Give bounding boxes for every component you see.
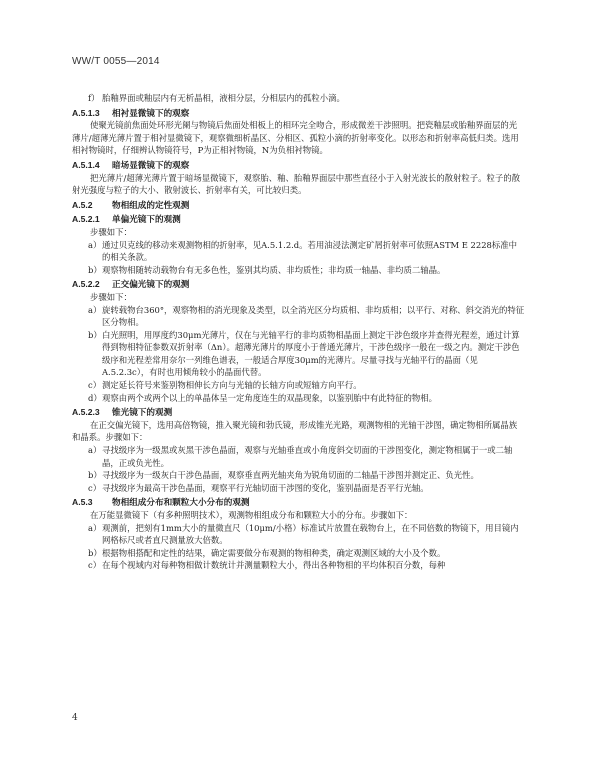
list-item-label: a） — [88, 304, 102, 315]
list-item-label: a） — [88, 239, 102, 250]
section-title: 物相组成分布和颗粒大小分布的观测 — [112, 497, 250, 508]
list-item-label: f） — [88, 93, 100, 103]
section-heading — [72, 159, 525, 172]
section-title: 锥光镜下的观测 — [112, 407, 173, 418]
page-number: 4 — [72, 713, 78, 723]
list-item — [72, 392, 525, 405]
list-item — [72, 304, 525, 329]
section-number: A.5.2.1 — [72, 214, 100, 225]
section-title: 相衬显微镜下的观察 — [112, 107, 190, 118]
section-heading — [72, 199, 525, 212]
list-item-text: 在每个视域内对每种物相做计数统计并测量颗粒大小，得出各种物相的平均体积百分数，每种 — [102, 560, 446, 571]
list-item-label: c） — [88, 560, 102, 571]
list-item-text: 旋转载物台360°，观察物相的消光现象及类型，以全消光区分均质相、非均质相；以平行、对称、斜交消光的特征区分物相。 — [102, 304, 525, 328]
list-item — [72, 469, 525, 482]
paragraph: 把光薄片/超薄光薄片置于暗场显微镜下，观察胎、釉、胎釉界面层中那些直径小于入射光波长的散射粒子。粒子的散射光强度与粒子的大小、散射波长、折射率有关，可比较归类。 — [72, 172, 520, 196]
list-item-label: a） — [88, 522, 102, 533]
section-number: A.5.1.4 — [72, 159, 100, 170]
list-item-text: 观察由两个或两个以上的单晶体呈一定角度连生的双晶现象，以鉴别胎中有此特征的物相。 — [102, 392, 437, 403]
list-item-label: d） — [88, 392, 102, 403]
list-item — [72, 482, 525, 495]
section-title: 单偏光镜下的观测 — [112, 214, 181, 225]
section-heading — [72, 496, 525, 509]
list-item — [72, 522, 525, 547]
list-item-text: 测定延长符号来鉴别物相伸长方向与光轴的长轴方向或短轴方向平行。 — [102, 380, 362, 391]
section-heading — [72, 406, 525, 419]
list-item — [72, 444, 525, 469]
list-item-text: 白光照明，用厚度约30μm光薄片，仅在与光轴平行的非均质物相晶面上测定干涉色级序并查得光程差，通过计算得到物相特征参数双折射率（Δn）。超薄光薄片的厚度小于普通光薄片，干涉色级序一般在一级之内。测定干涉色级序和光程差常用奈尔一列维色谱表，一般适合厚度30μm的光薄片。尽量寻找与光轴平行的晶面（见A.5.2.3c），有时也用倾角较小的晶面代替。 — [102, 329, 520, 378]
list-item-label: a） — [88, 445, 102, 456]
list-item — [72, 379, 525, 392]
document-body — [72, 92, 525, 572]
section-number: A.5.2.3 — [72, 407, 100, 418]
section-number: A.5.2 — [72, 199, 93, 210]
section-title: 暗场显微镜下的观察 — [112, 159, 190, 170]
list-item-label: b） — [88, 547, 102, 558]
section-title: 物相组成的定性观测 — [112, 199, 190, 210]
list-item-label: c） — [88, 482, 102, 493]
paragraph: 步骤如下： — [90, 291, 132, 302]
list-item — [72, 559, 525, 572]
list-item-text: 观测前，把刻有1mm大小的量微直尺（10μm/小格）标准试片放置在载物台上，在不同倍数的物镜下，用目镜内网格标尺或者直尺测量放大倍数。 — [102, 522, 519, 546]
section-number: A.5.3 — [72, 497, 93, 508]
list-item-text: 根据物相搭配和定性的结果，确定需要做分布观测的物相种类，确定观测区域的大小及个数。 — [102, 547, 446, 558]
section-heading — [72, 213, 525, 226]
list-item-label: c） — [88, 380, 102, 391]
section-title: 正交偏光镜下的观测 — [112, 279, 190, 290]
list-item-label: b） — [88, 264, 102, 275]
section-number: A.5.2.2 — [72, 279, 100, 290]
section-heading — [72, 278, 525, 291]
paragraph: 使聚光镜前焦面处环形光阑与物镜后焦面处相板上的相环完全吻合，形成微差干涉照明。把瓷釉层或胎釉界面层的光薄片/超薄光薄片置于相衬显微镜下，观察微细析晶区、分相区、孤粒小滴的折射率变化。以形态和折射率高低归类。选用相衬物镜时，仔细辨认物镜符号，P为正相衬物镜，N为负相衬物镜。 — [72, 120, 519, 156]
list-item-text: 通过贝克线的移动来观测物相的折射率，见A.5.1.2.d。若用油浸法测定矿屑折射率可依照ASTM E 2228标准中的相关条款。 — [102, 239, 517, 263]
section-heading — [72, 107, 525, 120]
list-item — [72, 547, 525, 560]
list-item-text: 寻找级序为一级黑或灰黑干涉色晶面，观察与光轴垂直或小角度斜交切面的干涉图变化，测定物相属于一或二轴晶，正或负光性。 — [102, 445, 513, 468]
list-item-text: 寻找级序为一级灰白干涉色晶面，观察垂直两光轴夹角为锐角切面的二轴晶干涉图并测定正、负光性。 — [102, 470, 479, 481]
list-item — [72, 264, 525, 277]
list-item — [72, 92, 525, 105]
list-item-label: b） — [88, 329, 102, 340]
section-number: A.5.1.3 — [72, 107, 100, 118]
list-item-label: b） — [88, 470, 102, 481]
list-item-text: 寻找级序为最高干涉色晶面，观察平行光轴切面干涉图的变化，鉴别晶面是否平行光轴。 — [102, 482, 429, 493]
list-item — [72, 329, 525, 379]
paragraph: 在正交偏光镜下，选用高倍物镜，推入聚光镜和勃氏镜，形成锥光光路，观测物相的光轴干涉图，确定物相所属晶族和晶系。步骤如下： — [72, 419, 518, 443]
list-item-text: 胎釉界面或釉层内有无析晶相，液相分层，分相层内的孤粒小滴。 — [102, 93, 345, 103]
paragraph: 步骤如下： — [90, 226, 132, 237]
paragraph: 在万能显微镜下（有多种照明技术），观测物相组成分布和颗粒大小的分布。步骤如下： — [90, 510, 413, 520]
standard-number: WW/T 0055—2014 — [72, 56, 160, 67]
list-item — [72, 239, 525, 264]
list-item-text: 观察物相随转动载物台有无多色性，鉴别其均质、非均质性；非均质一轴晶、非均质二轴晶。 — [102, 264, 446, 275]
